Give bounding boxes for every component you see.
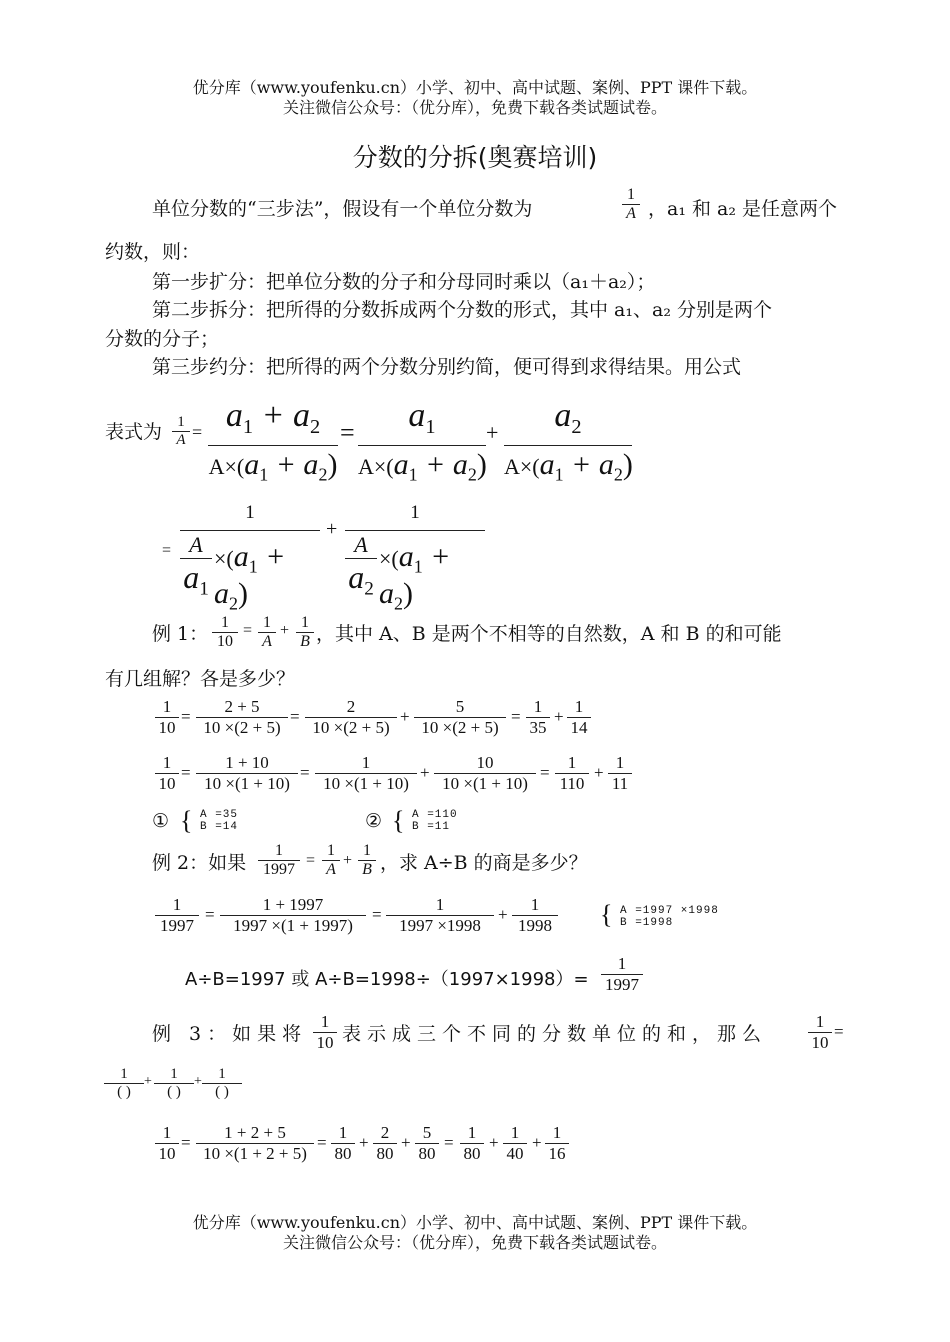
page-title: 分数的分拆(奥赛培训) <box>352 143 598 172</box>
intro-line-1a: 单位分数的“三步法”，假设有一个单位分数为 <box>152 198 533 220</box>
solution-2-system: A =110 B =11 <box>412 809 458 833</box>
example-3-text: 表示成三个不同的分数单位的和，那么 <box>342 1023 768 1045</box>
example-1-label: 例 1： <box>152 623 209 645</box>
solution-1-mark: ① <box>152 810 170 832</box>
example-2-answer-fraction: 1 1997 <box>601 954 643 995</box>
solution-2-mark: ② <box>365 810 383 832</box>
solution-1-brace: { <box>180 806 193 835</box>
solution-1-system: A =35 B =14 <box>200 809 239 833</box>
step-2a: 第二步拆分：把所得的分数拆成两个分数的形式，其中 a₁、a₂ 分别是两个 <box>152 299 772 321</box>
step-3: 第三步约分：把所得的两个分数分别约简，便可得到求得结果。用公式 <box>152 356 742 378</box>
example-2-answer: A÷B=1997 或 A÷B=1998÷（1997×1998）= <box>185 969 589 990</box>
example-3-label: 例 3：如果将 <box>152 1023 308 1045</box>
intro-line-2: 约数，则： <box>105 241 201 263</box>
example-3-fraction-a: 1 10 <box>313 1012 337 1053</box>
step-1: 第一步扩分：把单位分数的分子和分母同时乘以（a₁＋a₂）； <box>152 271 656 293</box>
intro-line-1b: ，a₁ 和 a₂ 是任意两个 <box>648 198 838 220</box>
intro-fraction: 1 A <box>622 186 640 223</box>
example-2-text: ，求 A÷B 的商是多少？ <box>380 852 588 874</box>
example-2-system-brace: { <box>600 900 613 929</box>
example-1-text-b: 有几组解？各是多少？ <box>105 668 296 690</box>
example-2-system: A =1997 ×1998 B =1998 <box>620 905 719 929</box>
header-line-2: 关注微信公众号：（优分库），免费下载各类试题试卷。 <box>282 98 667 117</box>
example-3-fraction-b: 1 10 <box>808 1012 832 1053</box>
formula-label: 表式为 <box>105 421 163 443</box>
footer-line-1: 优分库（www.youfenku.cn）小学、初中、高中试题、案例、PPT 课件下载。 <box>192 1213 758 1232</box>
header-line-1: 优分库（www.youfenku.cn）小学、初中、高中试题、案例、PPT 课件下载。 <box>192 78 758 97</box>
solution-2-brace: { <box>392 806 405 835</box>
example-2-label: 例 2：如果 <box>152 852 247 874</box>
example-1-text-a: ，其中 A、B 是两个不相等的自然数，A 和 B 的和可能 <box>316 623 782 645</box>
step-2b: 分数的分子； <box>105 328 220 350</box>
footer-line-2: 关注微信公众号：（优分库），免费下载各类试题试卷。 <box>282 1233 667 1252</box>
